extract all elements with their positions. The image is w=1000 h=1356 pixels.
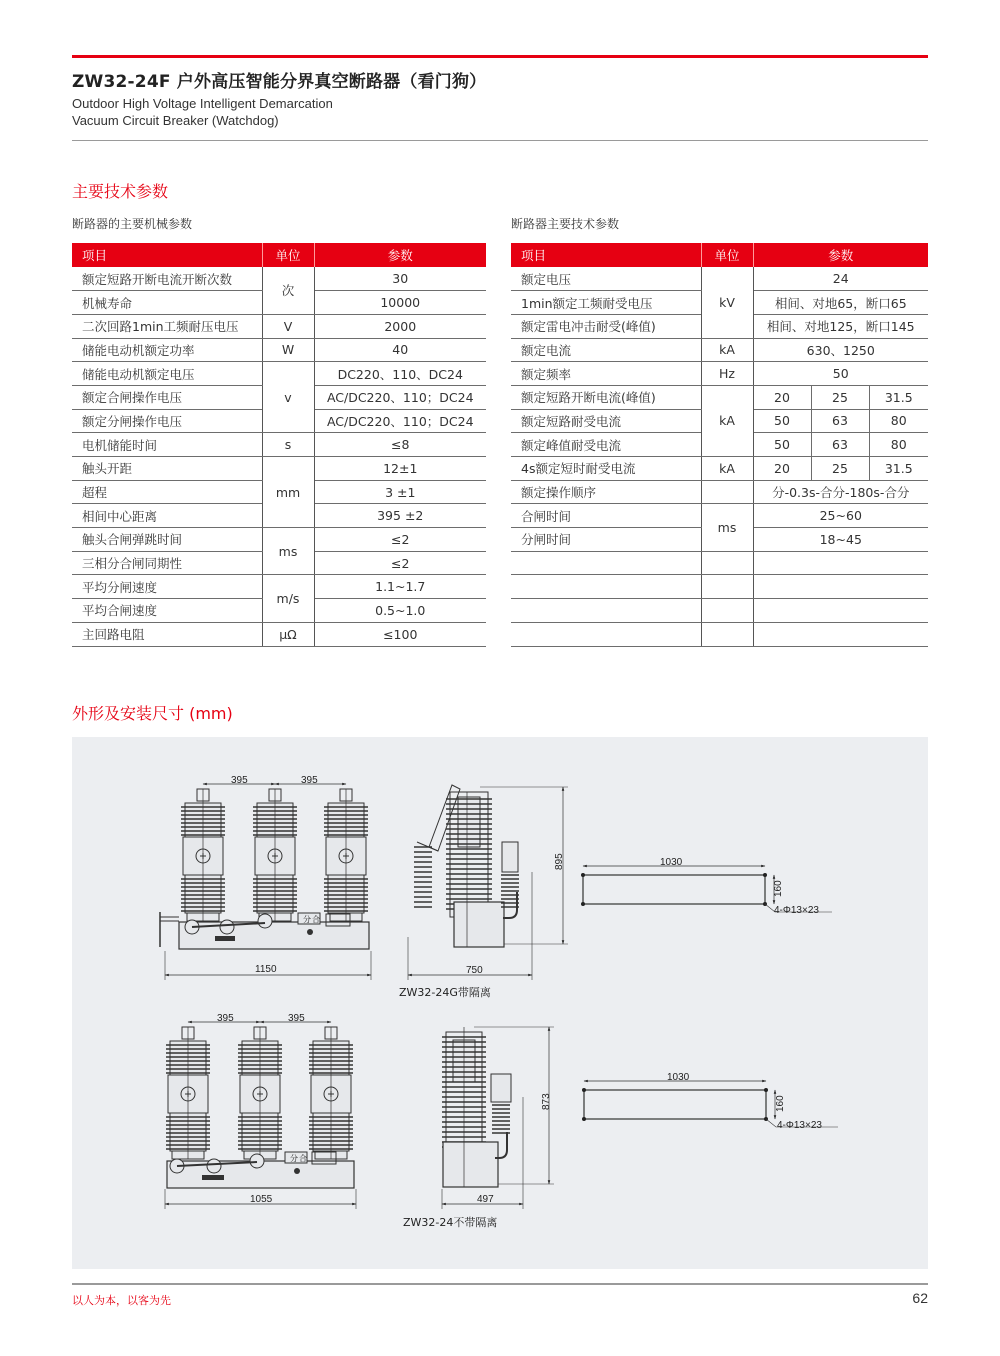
cell-unit: kV <box>701 267 753 338</box>
cell-value: 50 <box>753 362 928 386</box>
cell-item: 额定电压 <box>511 267 701 291</box>
cell-value: 50 <box>753 433 811 457</box>
front-view-drawing-1 <box>160 775 371 980</box>
cell-item: 电机储能时间 <box>72 433 262 457</box>
technical-params-caption: 断路器主要技术参数 <box>511 217 620 231</box>
cell-item: 额定短路耐受电流 <box>511 409 701 433</box>
cell-value: 3 ±1 <box>314 480 486 504</box>
cell-value: 80 <box>869 433 928 457</box>
panel-label-open: 分 <box>290 1154 298 1163</box>
dim-side-height-2: 873 <box>541 1093 552 1110</box>
cell-value: 25~60 <box>753 504 928 528</box>
cell-item: 二次回路1min工频耐压电压 <box>72 314 262 338</box>
cell-item: 额定合闸操作电压 <box>72 385 262 409</box>
footer-slogan: 以人为本，以客为先 <box>72 1294 171 1307</box>
cell-unit: v <box>262 362 314 433</box>
table-row <box>511 504 928 528</box>
header-item: 项目 <box>72 243 262 267</box>
cell-unit: 次 <box>262 267 314 314</box>
cell-value: 63 <box>811 433 869 457</box>
table-row-empty <box>511 575 928 599</box>
cell-unit: kA <box>701 338 753 362</box>
cell-value: 31.5 <box>869 457 928 481</box>
dim-mount-length-2: 1030 <box>667 1072 690 1083</box>
header-divider <box>72 140 928 141</box>
cell-unit: s <box>262 433 314 457</box>
cell-value: 相间、对地125，断口145 <box>753 314 928 338</box>
cell-unit <box>701 551 753 575</box>
cell-item: 额定短路开断电流开断次数 <box>72 267 262 291</box>
cell-item: 相间中心距离 <box>72 504 262 528</box>
cell-item: 额定频率 <box>511 362 701 386</box>
table-row <box>72 338 486 362</box>
cell-value: 10000 <box>314 291 486 315</box>
side-view-drawing-1 <box>399 785 568 999</box>
dim-front-width-1: 1150 <box>255 964 277 975</box>
drawing-caption-1: ZW32-24G带隔离 <box>399 986 491 999</box>
dim-mount-length-1: 1030 <box>660 857 683 868</box>
header-unit: 单位 <box>701 243 753 267</box>
table-row <box>72 457 486 481</box>
header-item: 项目 <box>511 243 701 267</box>
cell-value: 30 <box>314 267 486 291</box>
dim-side-width-1: 750 <box>466 965 483 976</box>
cell-item: 额定操作顺序 <box>511 480 701 504</box>
front-view-drawing-2 <box>165 1013 356 1209</box>
cell-item <box>511 622 701 646</box>
cell-item <box>511 551 701 575</box>
cell-value <box>753 622 928 646</box>
dim-pole-spacing-2: 395 <box>301 775 318 786</box>
dim-mount-width-2: 160 <box>775 1095 786 1112</box>
cell-item: 额定雷电冲击耐受(峰值) <box>511 314 701 338</box>
cell-item: 分闸时间 <box>511 528 701 552</box>
cell-item <box>511 599 701 623</box>
cell-value: 31.5 <box>869 385 928 409</box>
cell-value: 20 <box>753 385 811 409</box>
dimension-drawings-svg <box>72 737 928 1269</box>
cell-value: 18~45 <box>753 528 928 552</box>
footer-divider <box>72 1283 928 1285</box>
cell-item: 机械寿命 <box>72 291 262 315</box>
header-value: 参数 <box>314 243 486 267</box>
cell-item: 额定短路开断电流(峰值) <box>511 385 701 409</box>
cell-unit: V <box>262 314 314 338</box>
table-row-empty <box>511 551 928 575</box>
table-header-row <box>72 243 486 267</box>
table-row <box>511 338 928 362</box>
table-row <box>511 362 928 386</box>
cell-unit <box>701 480 753 504</box>
cell-value: 80 <box>869 409 928 433</box>
table-row <box>72 622 486 646</box>
header-unit: 单位 <box>262 243 314 267</box>
cell-item: 平均合闸速度 <box>72 599 262 623</box>
dim-mount-holes-1: 4-Φ13×23 <box>774 905 819 916</box>
table-row <box>72 314 486 338</box>
cell-value <box>753 575 928 599</box>
cell-value: 63 <box>811 409 869 433</box>
cell-value: 12±1 <box>314 457 486 481</box>
cell-value: AC/DC220、110；DC24 <box>314 409 486 433</box>
table-row <box>511 457 928 481</box>
dim-pole-spacing-1: 395 <box>217 1013 234 1024</box>
cell-item: 三相分合闸同期性 <box>72 551 262 575</box>
cell-item: 额定分闸操作电压 <box>72 409 262 433</box>
mounting-drawing-2 <box>582 1072 838 1131</box>
cell-value: 相间、对地65，断口65 <box>753 291 928 315</box>
section-title-specs: 主要技术参数 <box>72 182 169 201</box>
dim-side-width-2: 497 <box>477 1194 494 1205</box>
cell-unit: ms <box>701 504 753 551</box>
table-row <box>72 528 486 552</box>
cell-item: 1min额定工频耐受电压 <box>511 291 701 315</box>
table-row <box>511 385 928 409</box>
cell-unit: ms <box>262 528 314 575</box>
cell-unit: kA <box>701 385 753 456</box>
section-title-dimensions: 外形及安装尺寸 (mm) <box>72 704 233 723</box>
cell-item: 额定峰值耐受电流 <box>511 433 701 457</box>
page-subtitle-line1: Outdoor High Voltage Intelligent Demarcation <box>72 96 333 111</box>
dim-mount-width-1: 160 <box>773 880 784 897</box>
cell-item: 合闸时间 <box>511 504 701 528</box>
cell-value: 40 <box>314 338 486 362</box>
mounting-drawing-1 <box>581 857 832 916</box>
table-row-empty <box>511 599 928 623</box>
mechanical-params-table <box>72 243 486 647</box>
dim-pole-spacing-1: 395 <box>231 775 248 786</box>
cell-unit: m/s <box>262 575 314 622</box>
cell-item: 主回路电阻 <box>72 622 262 646</box>
cell-value: 50 <box>753 409 811 433</box>
mechanical-params-caption: 断路器的主要机械参数 <box>72 217 193 231</box>
cell-item: 平均分闸速度 <box>72 575 262 599</box>
table-row <box>511 480 928 504</box>
cell-value: ≤8 <box>314 433 486 457</box>
cell-unit: W <box>262 338 314 362</box>
page-title: ZW32-24F 户外高压智能分界真空断路器（看门狗） <box>72 72 487 92</box>
cell-unit <box>701 575 753 599</box>
cell-value: 25 <box>811 457 869 481</box>
cell-item: 超程 <box>72 480 262 504</box>
cell-value: 2000 <box>314 314 486 338</box>
cell-value: ≤100 <box>314 622 486 646</box>
cell-value: ≤2 <box>314 551 486 575</box>
table-row <box>72 362 486 386</box>
drawing-caption-2: ZW32-24不带隔离 <box>403 1216 498 1229</box>
table-row <box>72 267 486 291</box>
table-header-row <box>511 243 928 267</box>
top-accent-rule <box>72 55 928 58</box>
cell-value: 25 <box>811 385 869 409</box>
page-number: 62 <box>912 1290 928 1306</box>
panel-label-open: 分 <box>303 915 311 924</box>
panel-label-close: 合 <box>312 915 320 924</box>
dimension-drawings-panel <box>72 737 928 1269</box>
cell-unit: kA <box>701 457 753 481</box>
cell-value: 0.5~1.0 <box>314 599 486 623</box>
technical-params-table <box>511 243 928 647</box>
cell-value: 20 <box>753 457 811 481</box>
table-row <box>511 267 928 291</box>
cell-value: 分-0.3s-合分-180s-合分 <box>753 480 928 504</box>
cell-item: 储能电动机额定功率 <box>72 338 262 362</box>
cell-item: 触头开距 <box>72 457 262 481</box>
cell-unit: μΩ <box>262 622 314 646</box>
cell-value: AC/DC220、110；DC24 <box>314 385 486 409</box>
cell-value: DC220、110、DC24 <box>314 362 486 386</box>
dim-side-height-1: 895 <box>554 853 565 870</box>
cell-value <box>753 551 928 575</box>
cell-value: 24 <box>753 267 928 291</box>
table-row <box>72 433 486 457</box>
dim-pole-spacing-2: 395 <box>288 1013 305 1024</box>
dim-mount-holes-2: 4-Φ13×23 <box>777 1120 822 1131</box>
panel-label-close: 合 <box>299 1154 307 1163</box>
page-subtitle-line2: Vacuum Circuit Breaker (Watchdog) <box>72 113 279 128</box>
cell-item: 额定电流 <box>511 338 701 362</box>
header-value: 参数 <box>753 243 928 267</box>
cell-value: 395 ±2 <box>314 504 486 528</box>
table-row <box>72 575 486 599</box>
table-row-empty <box>511 622 928 646</box>
cell-unit: mm <box>262 457 314 528</box>
side-view-drawing-2 <box>403 1027 554 1229</box>
cell-item <box>511 575 701 599</box>
cell-value: ≤2 <box>314 528 486 552</box>
cell-item: 储能电动机额定电压 <box>72 362 262 386</box>
cell-value: 1.1~1.7 <box>314 575 486 599</box>
cell-unit: Hz <box>701 362 753 386</box>
cell-value <box>753 599 928 623</box>
cell-item: 触头合闸弹跳时间 <box>72 528 262 552</box>
cell-unit <box>701 599 753 623</box>
cell-item: 4s额定短时耐受电流 <box>511 457 701 481</box>
dim-front-width-2: 1055 <box>250 1194 273 1205</box>
cell-value: 630、1250 <box>753 338 928 362</box>
cell-unit <box>701 622 753 646</box>
